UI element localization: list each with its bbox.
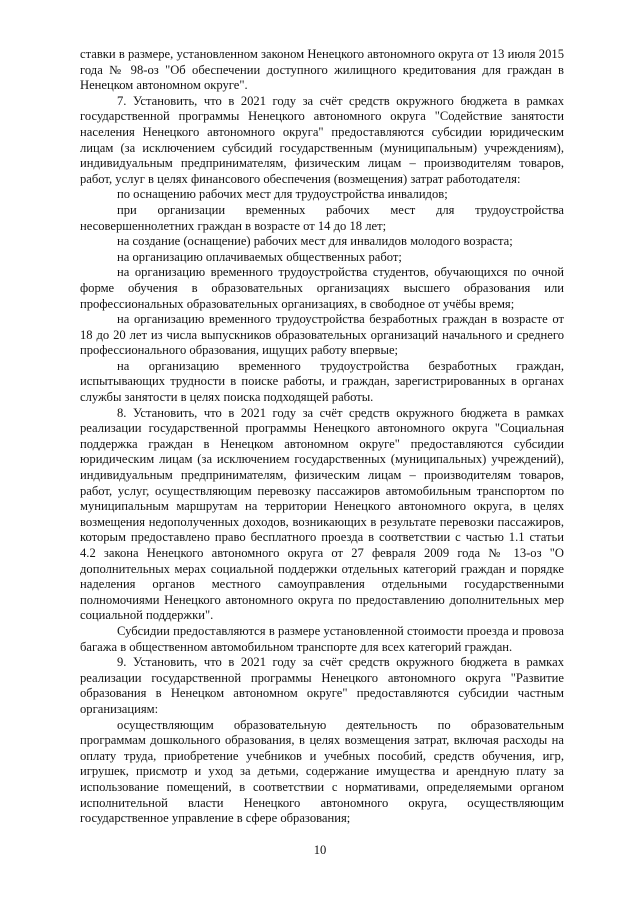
list-item: на создание (оснащение) рабочих мест для инвалидов молодого возраста;	[117, 234, 513, 249]
document-body	[80, 47, 564, 827]
paragraph-subsidies-amount: Субсидии предоставляются в размере установленной стоимости проезда и провоза багажа в общественном автомобильном транспорте для всех категорий граждан.	[80, 623, 564, 654]
list-item: при организации временных рабочих мест для трудоустройства несовершеннолетних граждан в возрасте от 14 до 18 лет;	[80, 202, 564, 233]
list-item: осуществляющим образовательную деятельность по образовательным программам дошкольного образования, в целях возмещения затрат, включая расходы на оплату труда, приобретение учебников и учебных пособий, средств обучения, игр, игрушек, присмотр и уход за детьми, содержание имущества и арендную плату за использование помещений, в соответствии с нормативами, определяемыми органом исполнительной власти Ненецкого автономного округа, осуществляющим государственное управление в сфере образования;	[80, 717, 564, 826]
list-item: по оснащению рабочих мест для трудоустройства инвалидов;	[117, 187, 448, 202]
list-item: на организацию оплачиваемых общественных работ;	[117, 249, 402, 264]
list-item: на организацию временного трудоустройства безработных граждан, испытывающих трудности в поиске работы, и граждан, зарегистрированных в органах службы занятости в целях поиска подходящей работы.	[80, 358, 564, 405]
paragraph-continuation: ставки в размере, установленном законом Ненецкого автономного округа от 13 июля 2015 года № 98-оз "Об обеспечении доступного жилищного кредитования для граждан в Ненецком автономном округе".	[80, 47, 564, 93]
paragraph-item-9: 9. Установить, что в 2021 году за счёт средств окружного бюджета в рамках реализации государственной программы Ненецкого автономного округа "Развитие образования в Ненецком автономном округе" предоставляются субсидии частным организациям:	[80, 655, 564, 716]
page-number: 10	[313, 843, 327, 857]
paragraph-item-8: 8. Установить, что в 2021 году за счёт средств окружного бюджета в рамках реализации государственной программы Ненецкого автономного округа "Социальная поддержка граждан в Ненецком автономном округе" предоставляются субсидии юридическим лицам (за исключением государственных (муниципальных) учреждений), индивидуальным предпринимателям, физическим лицам – производителям товаров, работ, услуг, осуществляющим перевозку пассажиров автомобильным транспортом по муниципальным маршрутам на территории Ненецкого автономного округа, в целях возмещения недополученных доходов, возникающих в результате перевозки пассажиров, которым предоставлено право бесплатного проезда в соответствии с частью 1.1 статьи 4.2 закона Ненецкого автономного округа от 27 февраля 2009 года № 13-оз "О дополнительных мерах социальной поддержки отдельных категорий граждан и порядке наделения органов местного самоуправления отдельными государственными полномочиями Ненецкого автономного округа по предоставлению дополнительных мер социальной поддержки".	[80, 405, 564, 623]
paragraph-item-7: 7. Установить, что в 2021 году за счёт средств окружного бюджета в рамках государственной программы Ненецкого автономного округа "Содействие занятости населения Ненецкого автономного округа" предоставляются субсидии юридическим лицам (за исключением субсидий государственным (муниципальным) учреждениям), индивидуальным предпринимателям, физическим лицам – производителям товаров, работ, услуг в целях финансового обеспечения (возмещения) затрат работодателя:	[80, 93, 564, 186]
list-item: на организацию временного трудоустройства безработных граждан в возрасте от 18 до 20 лет из числа выпускников образовательных организаций начального и среднего профессионального образования, ищущих работу впервые;	[80, 312, 564, 358]
list-item: на организацию временного трудоустройства студентов, обучающихся по очной форме обучения в образовательных организациях высшего образования или профессиональных образовательных организациях, в свободное от учёбы время;	[80, 265, 564, 311]
